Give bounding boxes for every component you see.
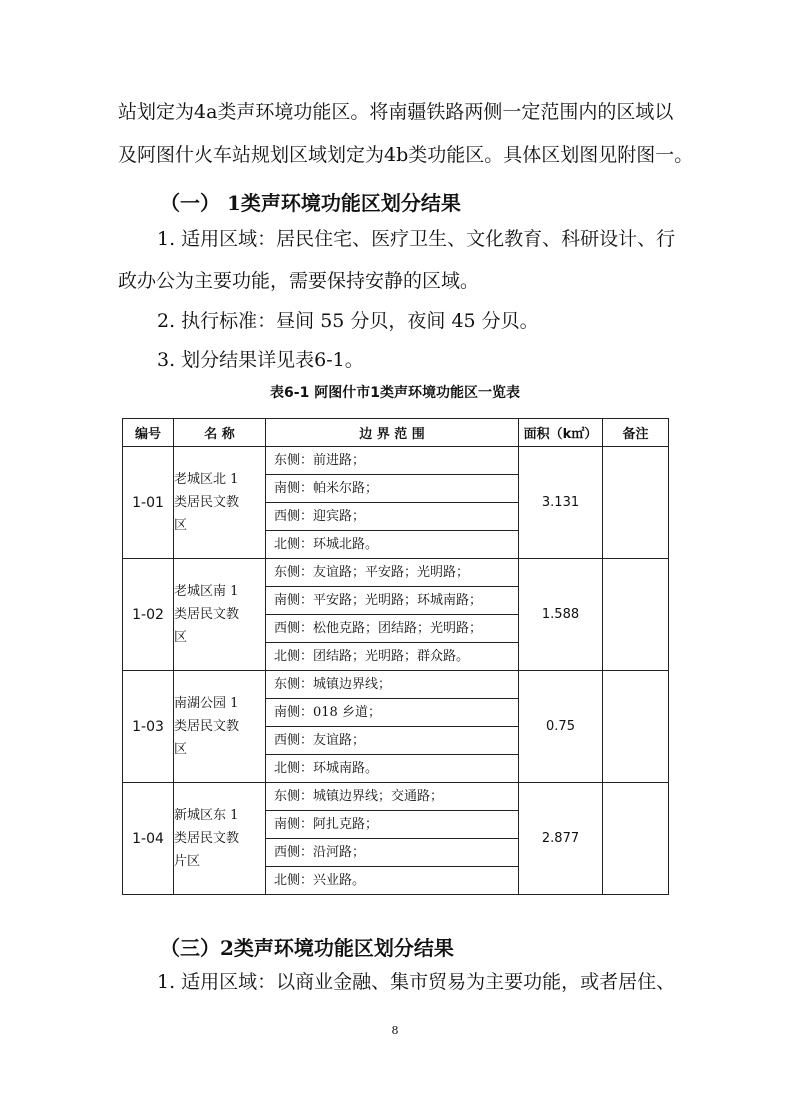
page-number: 8	[391, 1024, 399, 1037]
bound-north: 北侧：环城南路。	[274, 761, 379, 776]
header-bounds: 边 界 范 围	[266, 419, 519, 447]
row-code: 1-01	[123, 447, 174, 559]
row-bounds	[266, 447, 519, 559]
name-line: 类居民文教	[174, 831, 240, 846]
row-note	[603, 671, 669, 783]
table-row	[123, 559, 669, 671]
bound-east: 东侧：友谊路；平安路；光明路；	[266, 559, 518, 587]
table-caption: 表6-1 阿图什市1类声环境功能区一览表	[270, 385, 520, 401]
name-line: 区	[174, 518, 188, 533]
intro-line-1: 站划定为4a类声环境功能区。将南疆铁路两侧一定范围内的区域以	[118, 101, 674, 123]
table-row	[123, 671, 669, 783]
row-code: 1-02	[123, 559, 174, 671]
name-line: 类居民文教	[174, 719, 240, 734]
row-name	[174, 447, 266, 559]
bound-west: 西侧：友谊路；	[266, 727, 518, 755]
row-note	[603, 783, 669, 895]
intro-line-2: 及阿图什火车站规划区域划定为4b类功能区。具体区划图见附图一。	[118, 144, 694, 166]
row-area: 1.588	[519, 559, 603, 671]
name-line: 片区	[174, 854, 201, 869]
section-1-item-1-line-2: 政办公为主要功能，需要保持安静的区域。	[118, 270, 480, 292]
bound-east: 东侧：城镇边界线；交通路；	[266, 783, 518, 811]
section-1-item-1-line-1: 1. 适用区域：居民住宅、医疗卫生、文化教育、科研设计、行	[157, 228, 676, 250]
row-area: 2.877	[519, 783, 603, 895]
row-bounds	[266, 559, 519, 671]
name-line: 南湖公园 1	[174, 696, 239, 711]
row-name	[174, 559, 266, 671]
row-bounds	[266, 783, 519, 895]
bound-north: 北侧：团结路；光明路；群众路。	[274, 649, 470, 664]
row-note	[603, 559, 669, 671]
name-line: 老城区北 1	[174, 472, 239, 487]
bound-west: 西侧：松他克路；团结路；光明路；	[266, 615, 518, 643]
row-note	[603, 447, 669, 559]
name-line: 类居民文教	[174, 495, 240, 510]
bound-west: 西侧：沿河路；	[266, 839, 518, 867]
section-3-item-1-line-1: 1. 适用区域：以商业金融、集市贸易为主要功能，或者居住、	[157, 971, 676, 993]
header-area: 面积（k㎡）	[519, 419, 603, 447]
name-line: 区	[174, 630, 188, 645]
table-header-row	[123, 419, 669, 447]
row-area: 0.75	[519, 671, 603, 783]
header-note: 备注	[603, 419, 669, 447]
bound-west: 西侧：迎宾路；	[266, 503, 518, 531]
section-1-item-2: 2. 执行标准：昼间 55 分贝，夜间 45 分贝。	[157, 310, 539, 332]
bound-south: 南侧：帕米尔路；	[266, 475, 518, 503]
name-line: 区	[174, 742, 188, 757]
name-line: 新城区东 1	[174, 808, 239, 823]
bound-east: 东侧：城镇边界线；	[266, 671, 518, 699]
row-name	[174, 671, 266, 783]
header-name: 名 称	[174, 419, 266, 447]
table-row	[123, 447, 669, 559]
row-code: 1-04	[123, 783, 174, 895]
bound-east: 东侧：前进路；	[266, 447, 518, 475]
bound-south: 南侧：平安路；光明路；环城南路；	[266, 587, 518, 615]
name-line: 类居民文教	[174, 607, 240, 622]
section-1-item-3: 3. 划分结果详见表6-1。	[157, 349, 364, 371]
bound-north: 北侧：环城北路。	[274, 537, 379, 552]
section-3-heading: （三）2类声环境功能区划分结果	[160, 936, 454, 960]
bound-north: 北侧：兴业路。	[274, 873, 366, 888]
row-area: 3.131	[519, 447, 603, 559]
table-row	[123, 783, 669, 895]
bound-south: 南侧：018 乡道；	[266, 699, 518, 727]
name-line: 老城区南 1	[174, 584, 239, 599]
zone-table	[122, 418, 669, 895]
section-1-heading: （一） 1类声环境功能区划分结果	[160, 191, 461, 215]
bound-south: 南侧：阿扎克路；	[266, 811, 518, 839]
header-code: 编号	[123, 419, 174, 447]
row-bounds	[266, 671, 519, 783]
row-code: 1-03	[123, 671, 174, 783]
row-name	[174, 783, 266, 895]
